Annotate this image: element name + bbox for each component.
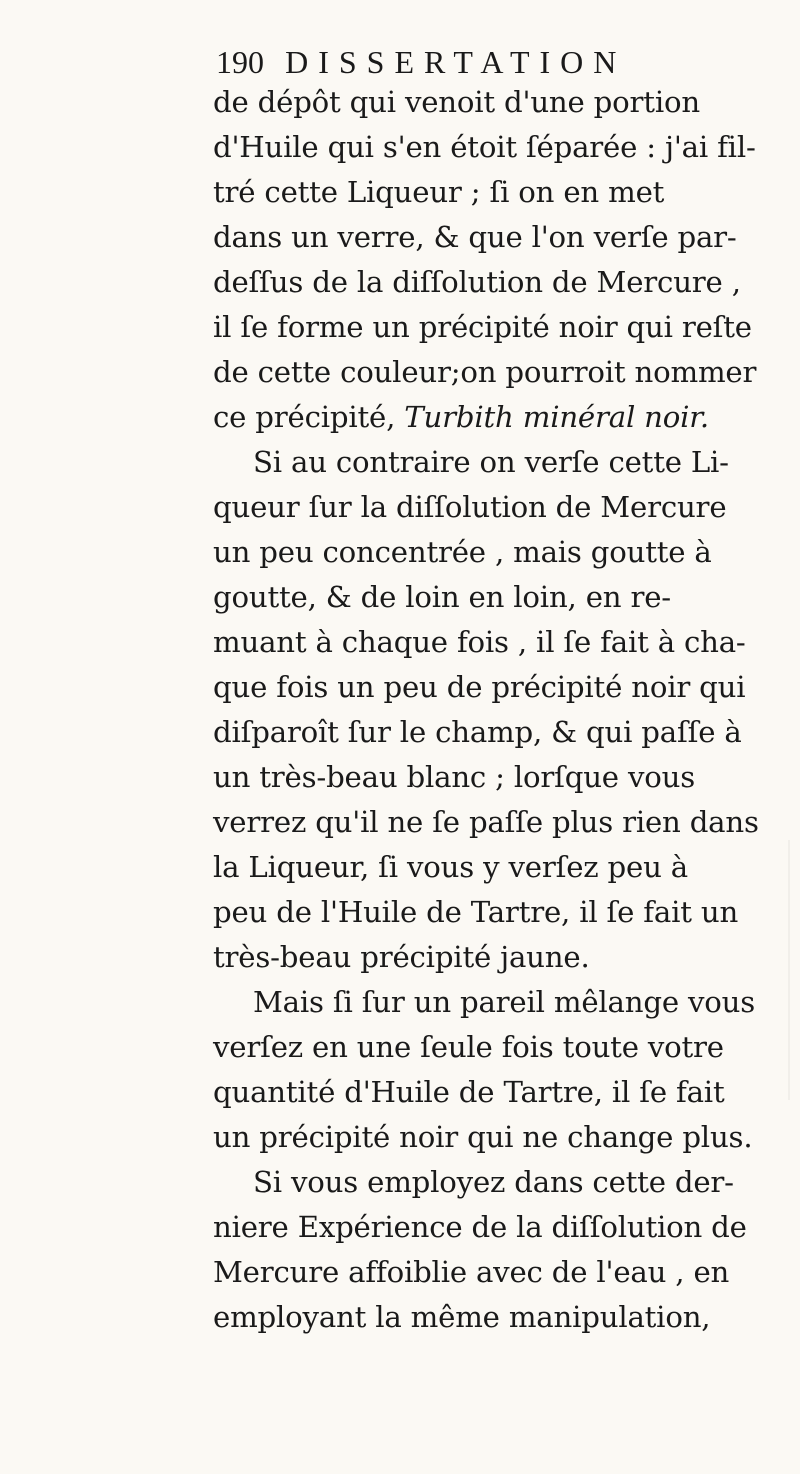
- text-line: la Liqueur, ſi vous y verſez peu à: [213, 850, 688, 884]
- text-line: un très-beau blanc ; lorſque vous: [213, 760, 695, 794]
- text-line: un peu concentrée , mais goutte à: [213, 535, 712, 569]
- running-title: DISSERTATION: [285, 44, 627, 80]
- paragraph-start-line: Mais ſi ſur un pareil mêlange vous: [253, 985, 756, 1019]
- text-line: diſparoît ſur le champ, & qui paſſe à: [213, 715, 742, 749]
- text-line: d'Huile qui s'en étoit ſéparée : j'ai fil-: [213, 130, 756, 164]
- text-line: de dépôt qui venoit d'une portion: [213, 85, 700, 119]
- text-line: muant à chaque fois , il ſe fait à cha-: [213, 625, 746, 659]
- text-line: il ſe forme un précipité noir qui reſte: [213, 310, 752, 344]
- text-line: peu de l'Huile de Tartre, il ſe fait un: [213, 895, 739, 929]
- text-line: quantité d'Huile de Tartre, il ſe fait: [213, 1075, 725, 1109]
- text-line: de cette couleur;on pourroit nommer: [213, 355, 757, 389]
- text-line: niere Expérience de la diſſolution de: [213, 1210, 747, 1244]
- text-line: que fois un peu de précipité noir qui: [213, 670, 746, 704]
- text-line: Mercure affoiblie avec de l'eau , en: [213, 1255, 730, 1289]
- paragraph-start-line: Si vous employez dans cette der-: [253, 1165, 734, 1199]
- page-number: 190: [216, 44, 264, 80]
- text-line: goutte, & de loin en loin, en re-: [213, 580, 671, 614]
- text-line: un précipité noir qui ne change plus.: [213, 1120, 753, 1154]
- italic-term: Turbith minéral noir.: [404, 400, 709, 434]
- text-line: dans un verre, & que l'on verſe par-: [213, 220, 737, 254]
- text-line: queur ſur la diſſolution de Mercure: [213, 490, 727, 524]
- text-segment: ce précipité,: [213, 400, 396, 434]
- text-line: verſez en une ſeule fois toute votre: [213, 1030, 724, 1064]
- body-text: [213, 80, 787, 1340]
- text-line-with-italic: [213, 395, 787, 440]
- text-line: très-beau précipité jaune.: [213, 940, 590, 974]
- text-line: employant la même manipulation,: [213, 1300, 711, 1334]
- text-line: tré cette Liqueur ; ſi on en met: [213, 175, 665, 209]
- page-header: [216, 44, 756, 84]
- paragraph-start-line: Si au contraire on verſe cette Li-: [253, 445, 729, 479]
- text-line: verrez qu'il ne ſe paſſe plus rien dans: [213, 805, 759, 839]
- page-edge-shadow: [788, 840, 790, 1100]
- text-line: deſſus de la diſſolution de Mercure ,: [213, 265, 741, 299]
